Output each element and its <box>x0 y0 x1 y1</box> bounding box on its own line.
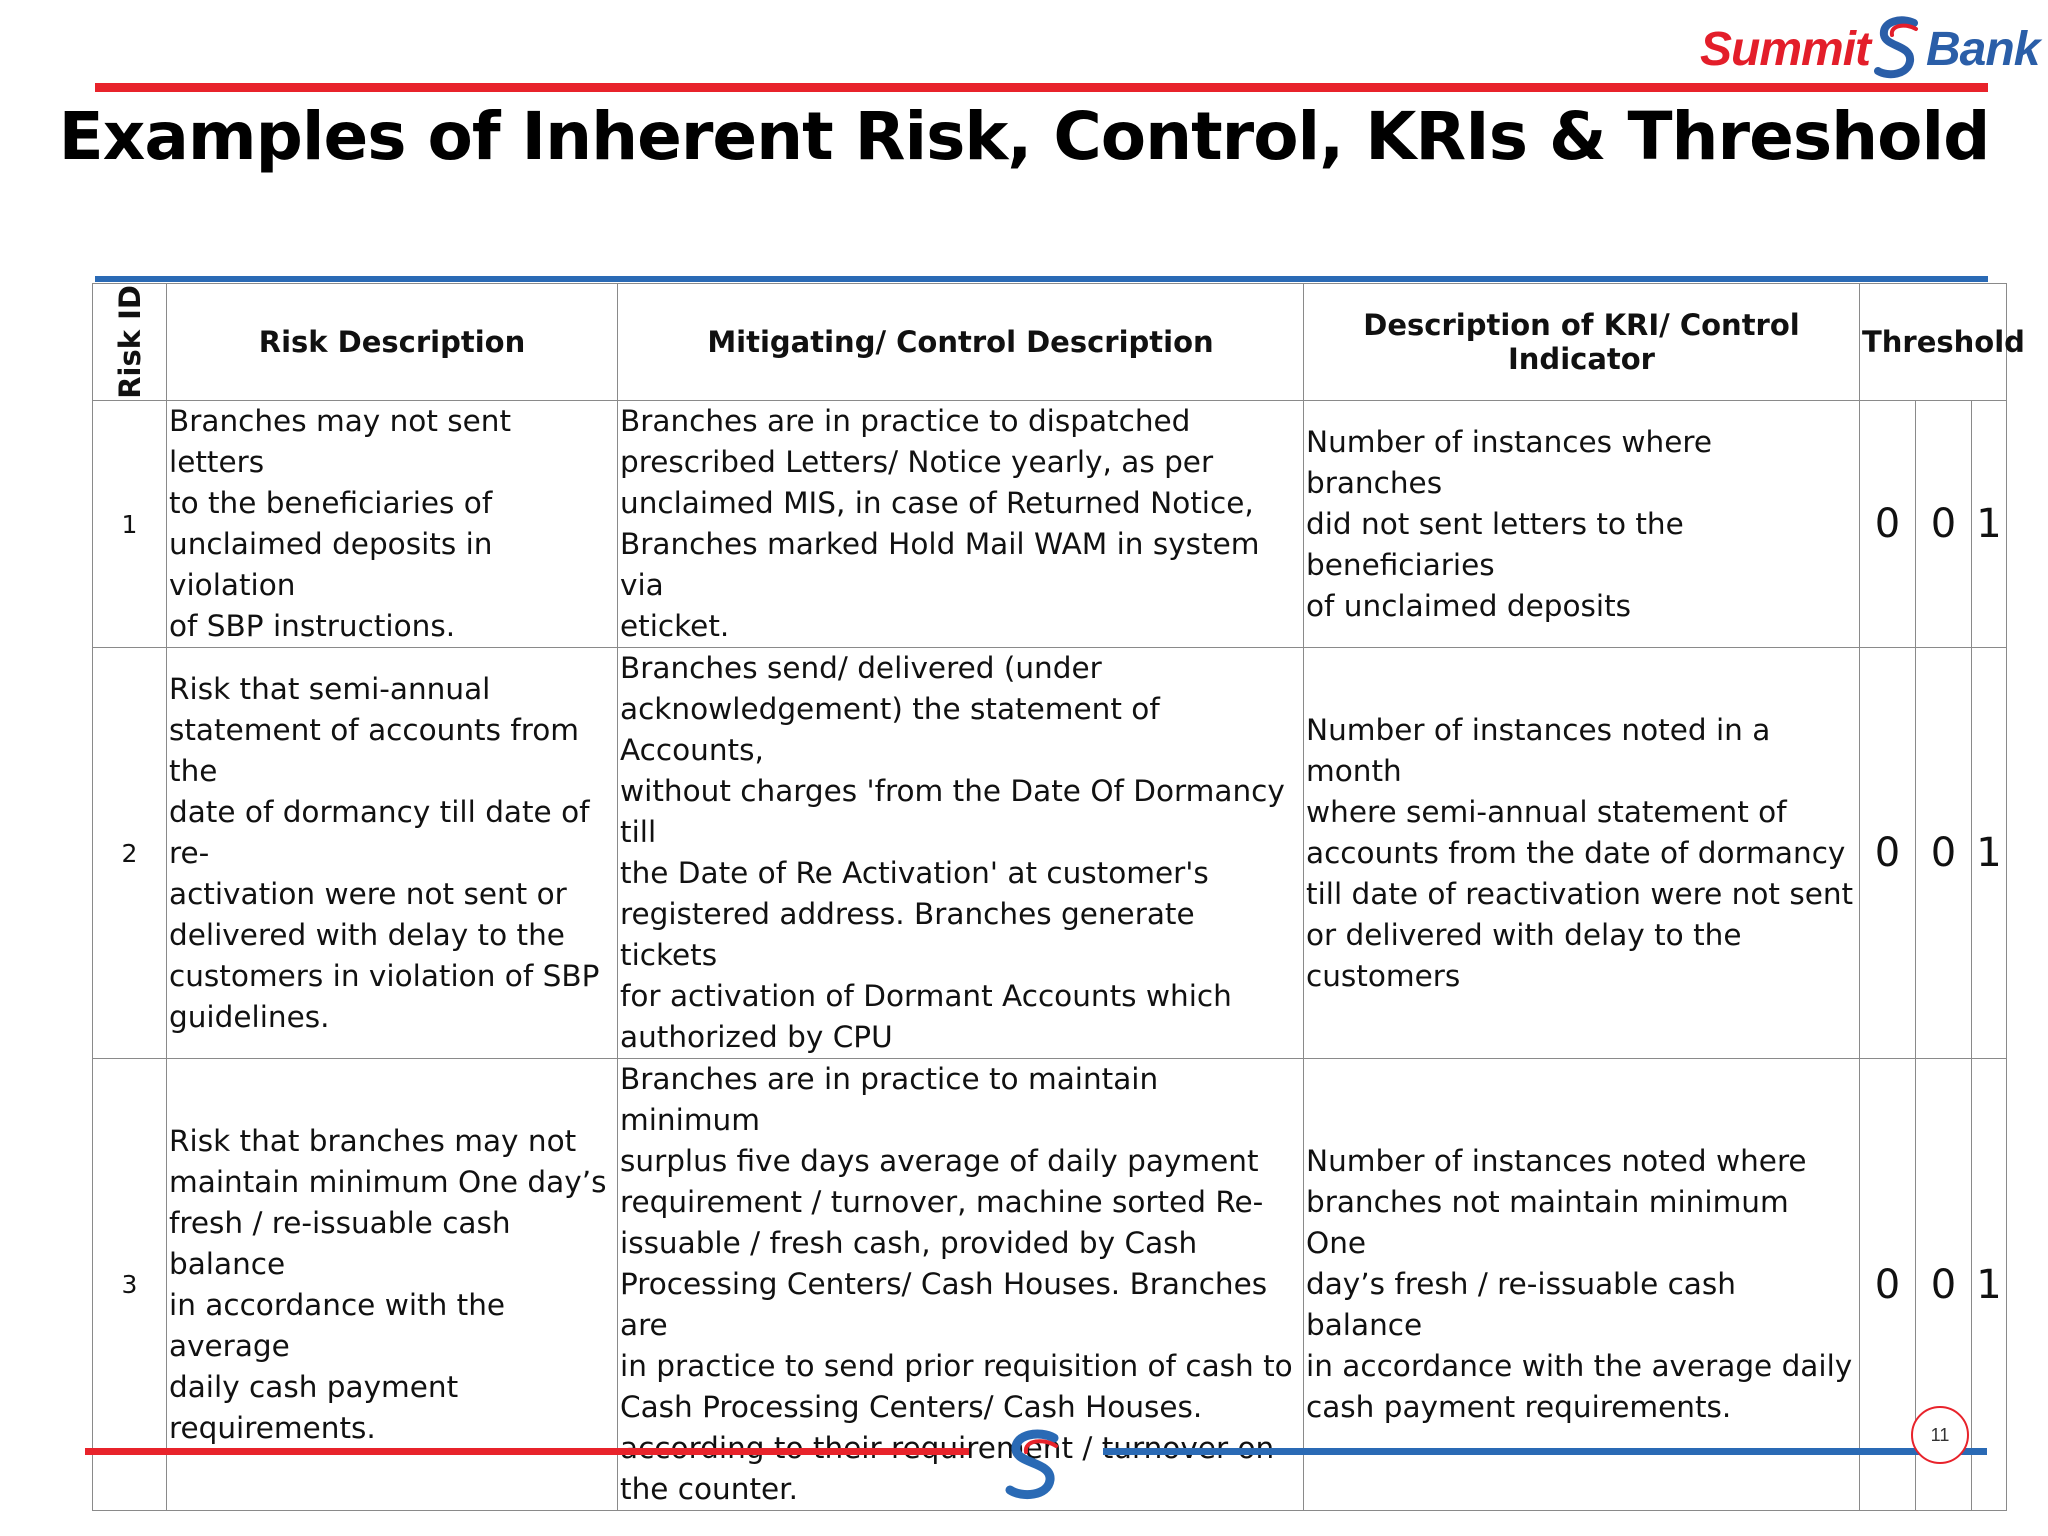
kri-description-cell: Number of instances where branches did not sent letters to the beneficiaries of unclaimed deposits <box>1304 401 1860 648</box>
slide-title: Examples of Inherent Risk, Control, KRIs & Threshold <box>58 98 1990 175</box>
header-risk-description: Risk Description <box>167 284 618 401</box>
control-description-cell: Branches are in practice to dispatched prescribed Letters/ Notice yearly, as per unclaimed MIS, in case of Returned Notice, Branches marked Hold Mail WAM in system via eticket. <box>618 401 1304 648</box>
brand-name-left: Summit <box>1700 22 1871 76</box>
threshold-cell: 0 <box>1916 401 1972 648</box>
control-description-cell: Branches are in practice to maintain minimum surplus five days average of daily payment requirement / turnover, machine sorted Re- issuable / fresh cash, provided by Cash Processing Centers/ Cash Houses. Branches are in practice to send prior requisition of cash to Cash Processing Centers/ Cash Houses. requirement / the counter. <box>618 1059 1304 1511</box>
risk-id-cell: 2 <box>93 648 167 1059</box>
table-row <box>93 648 2007 1059</box>
header-mitigating: Mitigating/ Control Description <box>618 284 1304 401</box>
threshold-cell: 1 <box>1972 648 2007 1059</box>
risk-table <box>92 283 2025 1511</box>
risk-description-cell: Risk that semi-annual statement of accounts from the date of dormancy till date of re- activation were not sent or delivered with delay to the customers in violation of SBP guidelines. <box>167 648 618 1059</box>
threshold-cell: 1 <box>1972 401 2007 648</box>
header-risk-id: Risk ID <box>93 284 167 401</box>
header-blue-divider <box>95 276 1988 282</box>
kri-description-cell: Number of instances noted where branches not maintain minimum One day’s fresh / re-issuable cash balance in accordance with the average daily cash payment requirements. <box>1304 1059 1860 1511</box>
threshold-cell: 0 <box>1860 401 1916 648</box>
kri-description-cell: Number of instances noted in a month where semi-annual statement of accounts from the date of dormancy till date of reactivation were not sent or delivered with delay to the customers <box>1304 648 1860 1059</box>
threshold-cell: 1 <box>1972 1059 2007 1511</box>
risk-id-cell: 3 <box>93 1059 167 1511</box>
threshold-cell: 0 <box>1860 1059 1916 1511</box>
footer-blue-divider <box>1103 1448 1987 1455</box>
header-kri: Description of KRI/ Control Indicator <box>1304 284 1860 401</box>
summit-s-logo-icon <box>1000 1428 1070 1504</box>
brand-logo <box>1700 12 2039 86</box>
threshold-cell: 0 <box>1860 648 1916 1059</box>
footer-red-divider <box>85 1448 969 1455</box>
brand-name-right: Bank <box>1926 22 2040 76</box>
threshold-cell: 0 <box>1916 1059 1972 1511</box>
risk-description-cell: Branches may not sent letters to the beneficiaries of unclaimed deposits in violation of SBP instructions. <box>167 401 618 648</box>
threshold-cell: 0 <box>1916 648 1972 1059</box>
table-header-row <box>93 284 2007 401</box>
control-description-cell: Branches send/ delivered (under acknowledgement) the statement of Accounts, without charges 'from the Date Of Dormancy till the Date of Re Activation' at customer's registered address. Branches generate tickets for activation of Dormant Accounts which authorized by CPU <box>618 648 1304 1059</box>
header-threshold: Threshold <box>1860 284 2007 401</box>
risk-description-cell: Risk that branches may not maintain minimum One day’s fresh / re-issuable cash balance in accordance with the average daily cash payment requirements. <box>167 1059 618 1511</box>
page-number: 11 <box>1911 1406 1969 1464</box>
table-row <box>93 401 2007 648</box>
summit-s-logo-icon <box>1872 15 1924 83</box>
risk-id-cell: 1 <box>93 401 167 648</box>
header-red-divider <box>95 83 1988 92</box>
